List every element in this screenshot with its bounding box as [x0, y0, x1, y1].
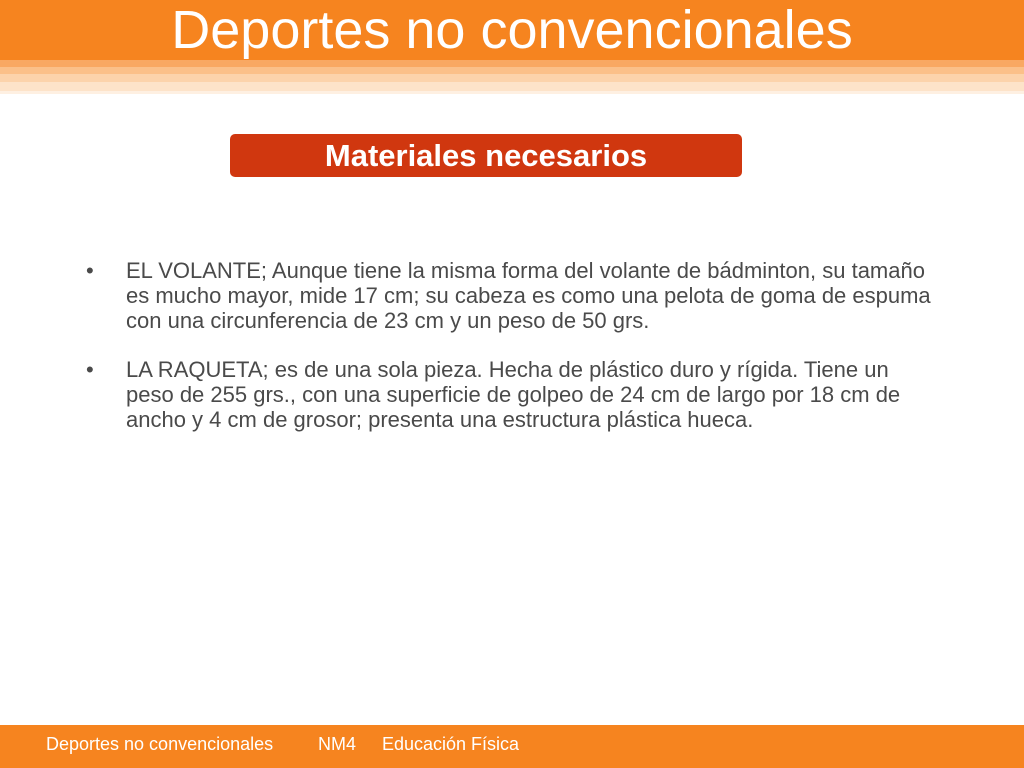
footer-course-title: Deportes no convencionales	[46, 734, 274, 754]
section-subtitle: Materiales necesarios	[230, 134, 742, 177]
footer-level: NM4	[318, 734, 357, 754]
bullet-item-raqueta	[86, 357, 966, 432]
slide-title: Deportes no convencionales	[171, 0, 853, 60]
header-bar	[0, 0, 1024, 60]
bullet-mark: •	[86, 258, 94, 283]
footer-bar	[0, 725, 1024, 768]
bullet-list	[86, 258, 966, 456]
header-stripe	[0, 74, 1024, 82]
header-stripe	[0, 91, 1024, 94]
footer-subject: Educación Física	[382, 734, 520, 754]
bullet-text: EL VOLANTE; Aunque tiene la misma forma del volante de bádminton, su tamaño es mucho mayor, mide 17 cm; su cabeza es como una pelota de goma de espuma con una circunferencia de 23 cm y un peso de 50 grs.	[126, 258, 931, 333]
bullet-text: LA RAQUETA; es de una sola pieza. Hecha de plástico duro y rígida. Tiene un peso de 255 grs., con una superficie de golpeo de 24 cm de largo por 18 cm de ancho y 4 cm de grosor; presenta una estructura plástica hueca.	[126, 357, 901, 432]
bullet-item-volante	[86, 258, 966, 333]
header-stripe	[0, 67, 1024, 74]
bullet-mark: •	[86, 357, 94, 382]
header-stripe	[0, 60, 1024, 67]
header-stripe	[0, 82, 1024, 91]
